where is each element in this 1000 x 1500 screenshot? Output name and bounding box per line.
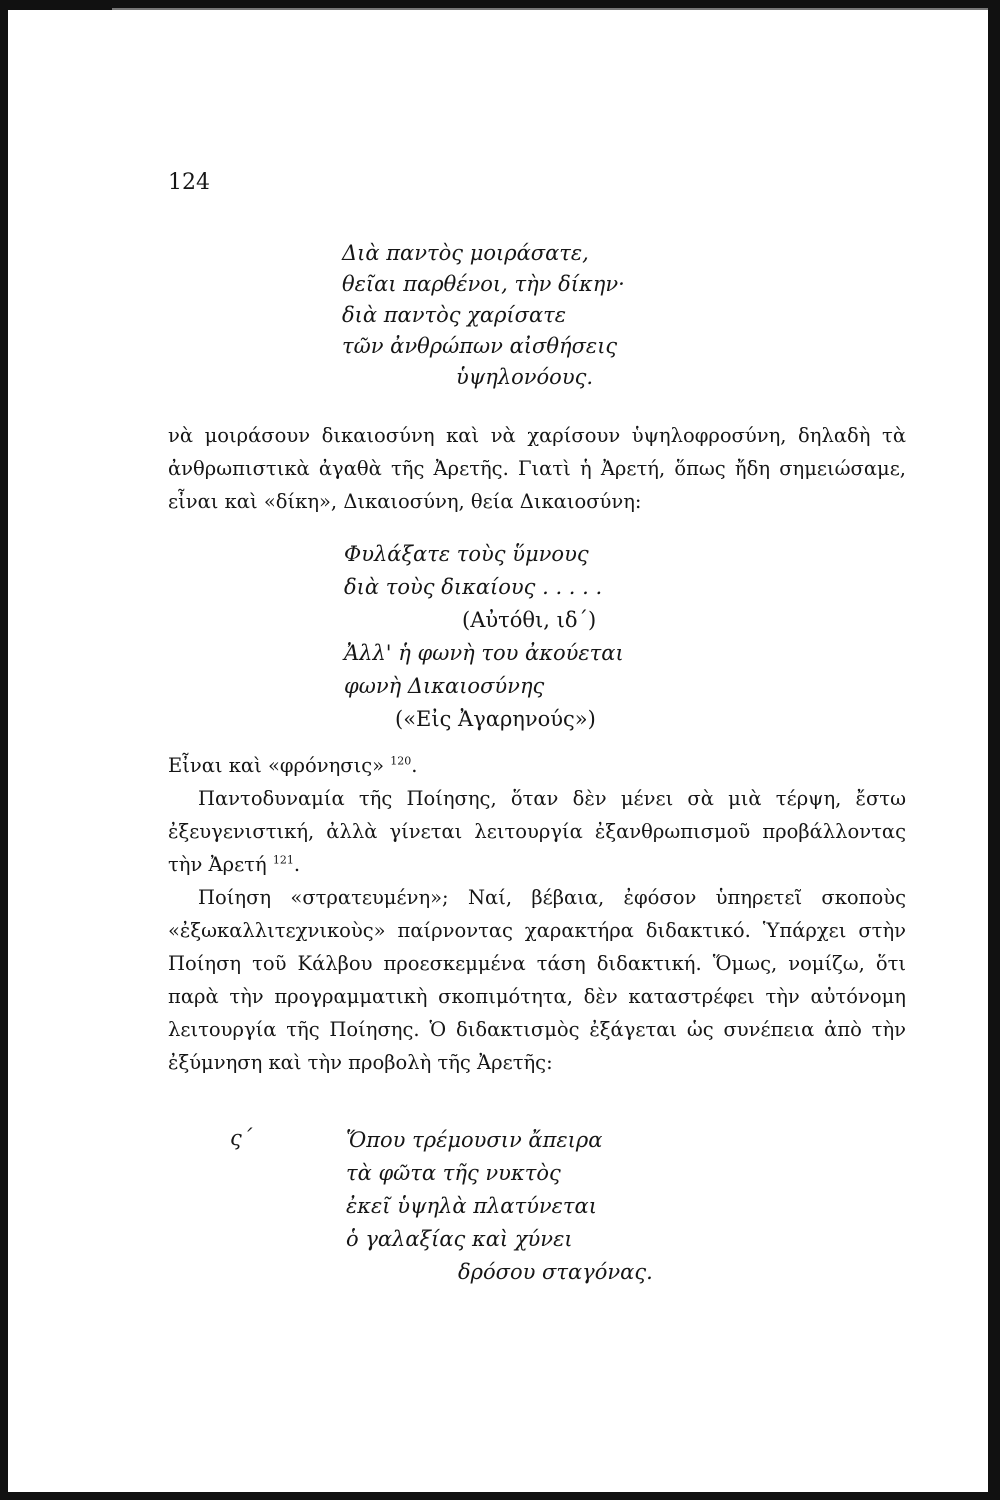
paragraph-2: Εἶναι καὶ «φρόνησις» $^{120}$. [168,754,418,777]
scan-border-bottom [0,1492,1000,1500]
page-number: 124 [168,170,210,195]
paragraph-text: Παντοδυναμία τῆς Ποίησης, ὅταν δὲν μένει σὰ μιὰ τέρψη, ἔστω ἐξευγενιστική, ἀλλὰ γίνεται λειτουργία ἐξανθρωπισμοῦ προβάλλοντας τὴν Ἀρετή [168,787,906,876]
paragraph-1 [168,419,906,518]
verse-line: δρόσου σταγόνας. [458,1260,653,1284]
paragraph-3: Παντοδυναμία τῆς Ποίησης, ὅταν δὲν μένει σὰ μιὰ τέρψη, ἔστω ἐξευγενιστική, ἀλλὰ γίνεται λειτουργία ἐξανθρωπισμοῦ προβάλλοντας τὴν Ἀρετή $^{121}$. [168,787,906,876]
footnote-ref: 121 [272,853,294,867]
margin-mark: ς΄ [230,1126,253,1150]
verse-line: φωνὴ Δικαιοσύνης [344,674,545,698]
body-text [168,749,906,1079]
verse-line: τὰ φῶτα τῆς νυκτὸς [346,1161,561,1185]
verse-line: Φυλάξατε τοὺς ὕμνους [344,542,589,566]
footnote-ref: 120 [390,754,412,768]
verse-line: διὰ παντὸς χαρίσατε [342,303,567,327]
verse-quote-3 [0,1124,1000,1289]
verse-line: Ὅπου τρέμουσιν ἄπειρα [346,1128,603,1152]
verse-source: («Εἰς Ἀγαρηνούς») [395,707,596,731]
verse-line: διὰ τοὺς δικαίους . . . . . [344,575,603,599]
verse-quote-1 [0,238,1000,393]
paper-edge [112,8,988,10]
paragraph-text: Εἶναι καὶ «φρόνησις» [168,754,385,777]
verse-line: θεῖαι παρθένοι, τὴν δίκην· [342,272,625,296]
verse-line: ὁ γαλαξίας καὶ χύνει [346,1227,573,1251]
verse-line: ἐκεῖ ὑψηλὰ πλατύνεται [346,1194,597,1218]
paragraph-text: νὰ μοιράσουν δικαιοσύνη καὶ νὰ χαρίσουν ὑψηλοφροσύνη, δηλαδὴ τὰ ἀνθρωπιστικὰ ἀγαθὰ τῆς Ἀρετῆς. Γιατὶ ἡ Ἀρετή, ὅπως ἤδη σημειώσαμε, εἶναι καὶ «δίκη», Δικαιοσύνη, θεία Δικαιοσύνη: [168,424,906,513]
paragraph-4: Ποίηση «στρατευμένη»; Ναί, βέβαια, ἐφόσον ὑπηρετεῖ σκοποὺς «ἐξωκαλλιτεχνικοὺς» παίρνοντας χαρακτήρα διδακτικό. Ὑπάρχει στὴν Ποίηση τοῦ Κάλβου προεσκεμμένα τάση διδακτική. Ὅμως, νομίζω, ὅτι παρὰ τὴν προγραμματικὴ σκοπιμότητα, δὲν καταστρέφει τὴν αὐτόνομη λειτουργία τῆς Ποίησης. Ὁ διδακτισμὸς ἐξάγεται ὡς συνέπεια ἀπὸ τὴν ἐξύμνηση καὶ τὴν προβολὴ τῆς Ἀρετῆς: [168,886,906,1074]
verse-line: Διὰ παντὸς μοιράσατε, [342,241,589,265]
verse-line: ὑψηλονόους. [456,365,594,389]
verse-quote-2 [0,538,1000,736]
verse-line: τῶν ἀνθρώπων αἰσθήσεις [342,334,618,358]
verse-line: Ἀλλ' ἡ φωνὴ του ἀκούεται [344,641,624,665]
verse-source: (Αὐτόθι, ιδ΄) [462,608,597,632]
